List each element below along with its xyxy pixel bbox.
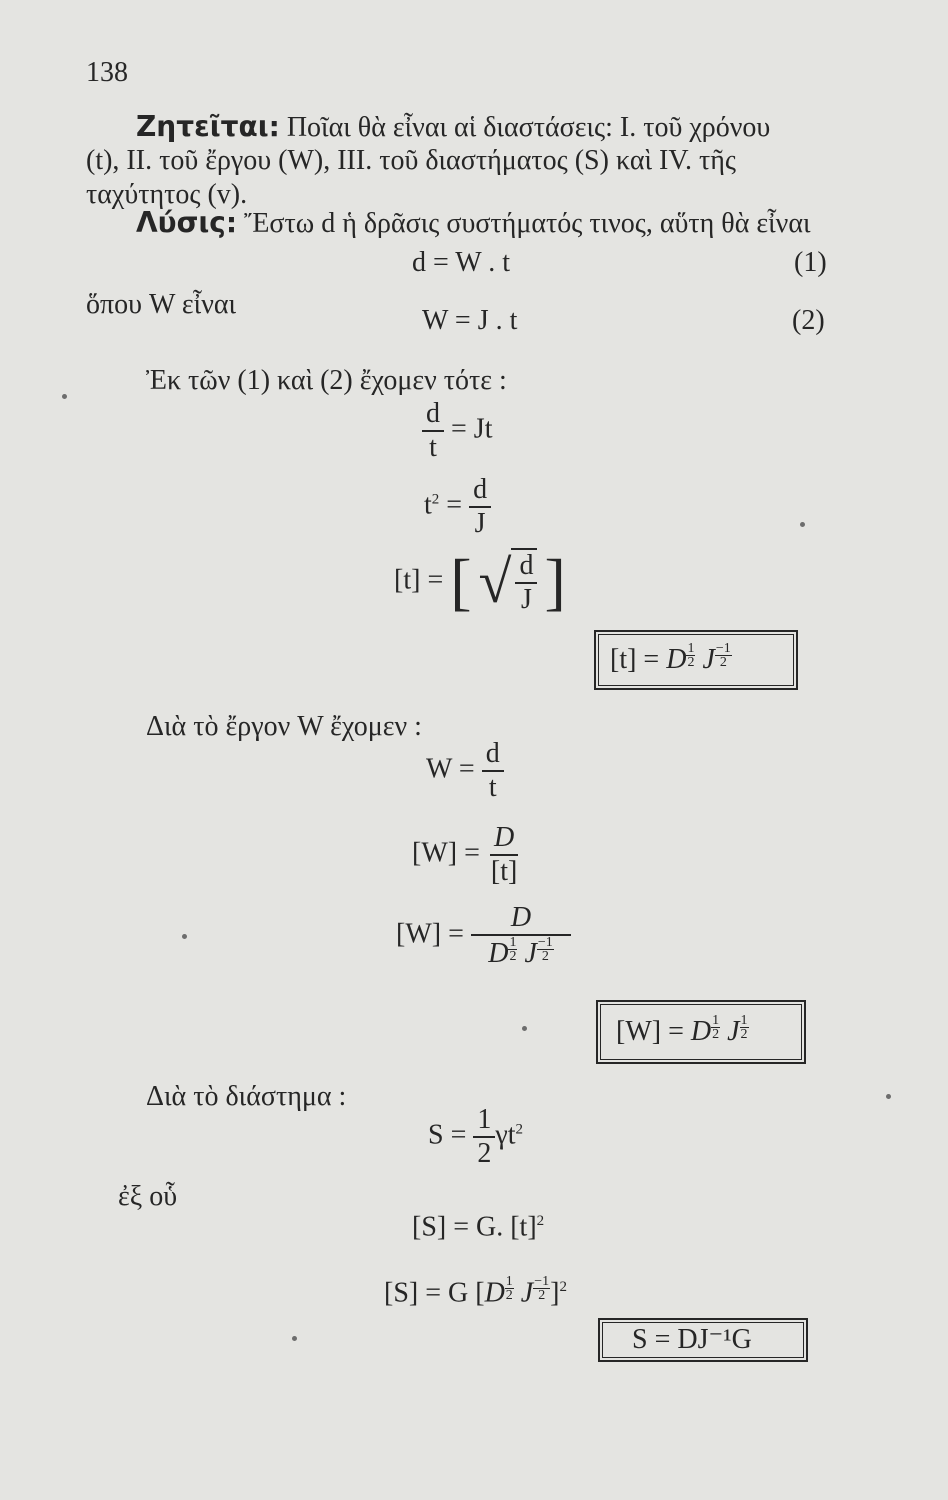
equation-w-expanded: [W] = D D $\frac{1}{2}$ J $\frac{-1}{2}$ <box>396 902 571 970</box>
fraction-d-t: $\frac{d}{t}$ <box>422 398 444 464</box>
equation-w-bracket: [W] = $\frac{D}{[t]}$ <box>412 822 518 888</box>
page-number: 138 <box>86 57 128 88</box>
from-which-label: ἐξ οὗ <box>118 1181 178 1212</box>
equation-s: S = $\frac{1}{2}$ $\gamma t^2$ <box>428 1104 524 1170</box>
fraction-d-J: $\frac{d}{J}$ <box>469 474 491 540</box>
paper-speck <box>800 522 805 527</box>
paper-speck <box>62 394 67 399</box>
square-root: √ $\frac{d}{J}$ <box>479 548 538 616</box>
where-label: ὅπου W εἶναι <box>86 289 237 320</box>
equation-s-bracket: [S] = G. $[t]^2$ <box>412 1211 545 1243</box>
equation-d-over-t: $\frac{d}{t}$ = Jt <box>422 398 492 464</box>
paper-speck <box>292 1336 297 1341</box>
problem-line-1 <box>136 110 770 145</box>
paper-speck <box>886 1094 891 1099</box>
work-label: Διὰ τὸ ἔργον W ἔχομεν : <box>146 711 422 742</box>
boxed-result-s: S = DJ⁻¹G <box>598 1318 808 1362</box>
paper-speck <box>522 1026 527 1031</box>
paper-speck <box>182 934 187 939</box>
solution-label: Λύσις: <box>136 206 238 239</box>
equation-2: W = J . t <box>422 305 518 336</box>
solution-line <box>136 206 811 241</box>
equation-1-number: (1) <box>794 247 827 278</box>
boxed-result-w: [W] = D $\frac{1}{2}$ J $\frac{1}{2}$ <box>596 1000 806 1064</box>
from-text: Ἐκ τῶν (1) καὶ (2) ἔχομεν τότε : <box>146 365 507 396</box>
equation-1: d = W . t <box>412 247 510 278</box>
equation-t-squared: $t^2$ = $\frac{d}{J}$ <box>424 474 491 540</box>
problem-label: Ζητεῖται: <box>136 110 280 143</box>
problem-text-1: Ποῖαι θὰ εἶναι αἱ διαστάσεις: I. τοῦ χρόνου <box>286 112 771 143</box>
equation-s-expanded: [S] = G [D $\frac{1}{2}$ J $\frac{-1}{2}$ ]$^2$ <box>384 1274 567 1309</box>
equation-w: W = $\frac{d}{t}$ <box>426 738 504 804</box>
solution-text: Ἔστω d ἡ δρᾶσις συστήματός τινος, αὕτη θὰ εἶναι <box>244 208 811 239</box>
equation-t-root: [t] = [ √ $\frac{d}{J}$ ] <box>394 546 566 618</box>
problem-line-2: (t), II. τοῦ ἔργου (W), III. τοῦ διαστήματος (S) καὶ IV. τῆς <box>86 145 736 176</box>
distance-label: Διὰ τὸ διάστημα : <box>146 1081 347 1112</box>
problem-line-3: ταχύτητος (v). <box>86 179 248 210</box>
boxed-result-t: [t] = D $\frac{1}{2}$ J $\frac{-1}{2}$ <box>594 630 798 690</box>
equation-2-number: (2) <box>792 305 825 336</box>
